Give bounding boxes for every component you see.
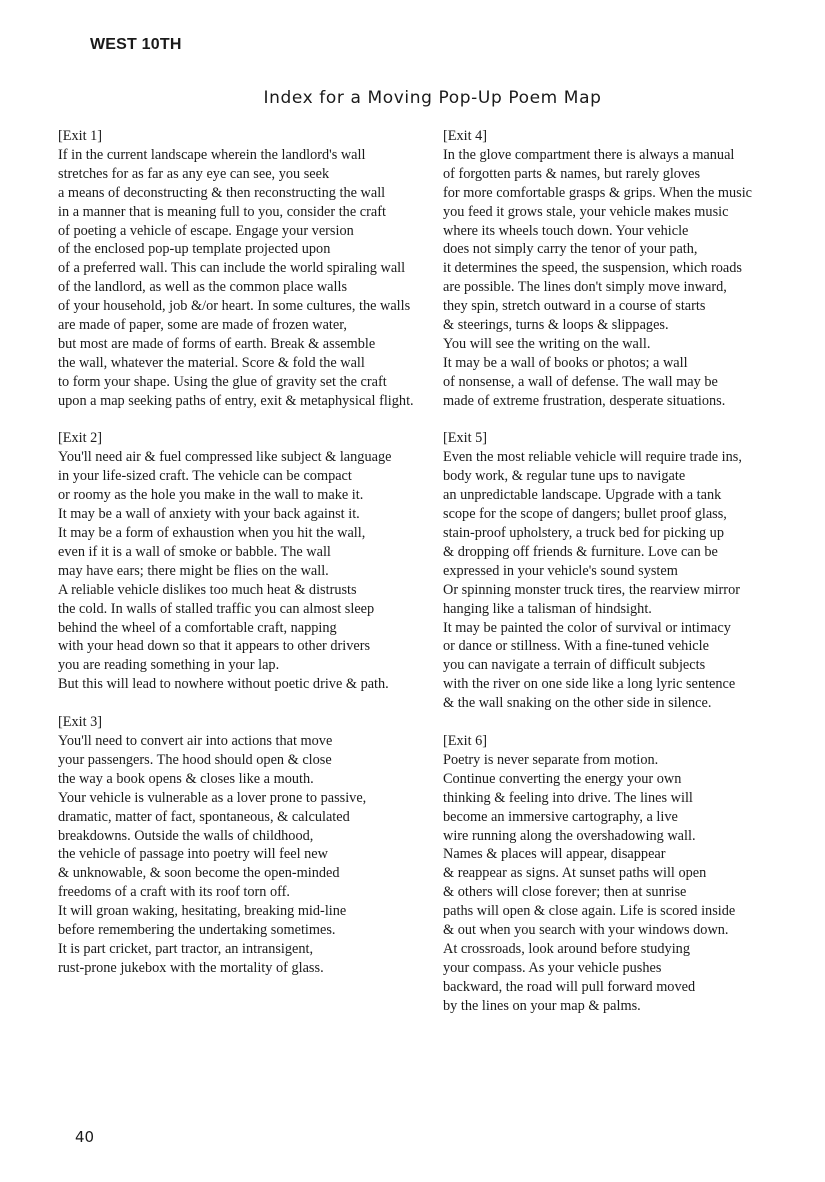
poem-line: It may be a form of exhaustion when you hit the wall, — [58, 525, 366, 542]
poem-line: your passengers. The hood should open & close — [58, 751, 332, 768]
poem-line: become an immersive cartography, a live — [443, 808, 678, 825]
poem-line: made of extreme frustration, desperate situations. — [443, 392, 726, 409]
exit-label: [Exit 4] — [443, 128, 488, 144]
poem-line: to form your shape. Using the glue of gravity set the craft — [58, 373, 387, 390]
poem-line: wire running along the overshadowing wall. — [443, 827, 696, 844]
poem-line: You'll need air & fuel compressed like subject & language — [58, 449, 392, 466]
poem-line: behind the wheel of a comfortable craft, napping — [58, 619, 337, 636]
poem-line: stain-proof upholstery, a truck bed for picking up — [443, 525, 724, 542]
poem-line: of poeting a vehicle of escape. Engage your version — [58, 222, 354, 239]
poem-line: of a preferred wall. This can include the world spiraling wall — [58, 260, 406, 277]
poem-line: the cold. In walls of stalled traffic you can almost sleep — [58, 600, 375, 617]
left-column — [58, 127, 433, 997]
poem-line: of nonsense, a wall of defense. The wall may be — [443, 373, 718, 390]
poem-line: may have ears; there might be flies on the wall. — [58, 562, 329, 579]
poem-line: with your head down so that it appears to other drivers — [58, 638, 371, 655]
poem-line: you feed it grows stale, your vehicle makes music — [443, 203, 729, 220]
poem-line: At crossroads, look around before studying — [443, 940, 690, 957]
poem-line: the wall, whatever the material. Score & fold the wall — [58, 354, 365, 371]
poem-line: If in the current landscape wherein the landlord's wall — [58, 146, 366, 163]
poem-line: does not simply carry the tenor of your path, — [443, 241, 698, 258]
poem-line: stretches for as far as any eye can see, you seek — [58, 165, 330, 182]
poem-line: & out when you search with your windows down. — [443, 922, 729, 939]
poem-line: your compass. As your vehicle pushes — [443, 959, 662, 976]
poem-line: of the enclosed pop-up template projected upon — [58, 241, 331, 258]
poem-line: You'll need to convert air into actions that move — [58, 732, 333, 749]
poem-line: hanging like a talisman of hindsight. — [443, 600, 652, 617]
poem-line: it determines the speed, the suspension, which roads — [443, 260, 742, 277]
poem-line: by the lines on your map & palms. — [443, 997, 641, 1014]
poem-line: the way a book opens & closes like a mouth. — [58, 770, 314, 787]
poem-line: & dropping off friends & furniture. Love can be — [443, 543, 718, 560]
poem-line: dramatic, matter of fact, spontaneous, & calculated — [58, 808, 350, 825]
poem-line: in a manner that is meaning full to you, consider the craft — [58, 203, 386, 220]
exit-label: [Exit 3] — [58, 714, 103, 731]
poem-line: an unpredictable landscape. Upgrade with a tank — [443, 487, 722, 504]
poem-line: Names & places will appear, disappear — [443, 846, 666, 863]
poem-line: of forgotten parts & names, but rarely gloves — [443, 165, 701, 182]
exit-section — [443, 429, 818, 713]
poem-line: paths will open & close again. Life is scored inside — [443, 903, 736, 920]
poem-line: a means of deconstructing & then reconstructing the wall — [58, 184, 386, 201]
exit-section — [58, 429, 433, 694]
poem-line: But this will lead to nowhere without poetic drive & path. — [58, 676, 389, 693]
poem-line: are made of paper, some are made of frozen water, — [58, 317, 348, 334]
poem-line: before remembering the undertaking sometimes. — [58, 922, 336, 939]
poem-line: & reappear as signs. At sunset paths will open — [443, 865, 707, 882]
running-head: WEST 10TH — [90, 36, 182, 53]
poem-line: or dance or stillness. With a fine-tuned vehicle — [443, 638, 709, 655]
right-column — [443, 127, 818, 1034]
poem-line: or roomy as the hole you make in the wall to make it. — [58, 487, 364, 504]
poem-line: & others will close forever; then at sunrise — [443, 884, 687, 901]
exit-label: [Exit 6] — [443, 732, 488, 749]
poem-line: rust-prone jukebox with the mortality of glass. — [58, 959, 324, 976]
poem-title: Index for a Moving Pop-Up Poem Map — [263, 88, 602, 108]
poem-line: Or spinning monster truck tires, the rearview mirror — [443, 581, 740, 598]
poem-line: scope for the scope of dangers; bullet proof glass, — [443, 506, 727, 523]
poem-line: of the landlord, as well as the common place walls — [58, 279, 348, 296]
poem-line: upon a map seeking paths of entry, exit & metaphysical flight. — [58, 392, 414, 409]
poem-line: Poetry is never separate from motion. — [443, 751, 659, 768]
poem-line: Continue converting the energy your own — [443, 770, 682, 787]
poem-line: It may be a wall of anxiety with your back against it. — [58, 506, 360, 523]
poem-line: where its wheels touch down. Your vehicle — [443, 222, 689, 239]
poem-line: A reliable vehicle dislikes too much heat & distrusts — [58, 581, 357, 598]
exit-label: [Exit 1] — [58, 128, 103, 144]
poem-line: Even the most reliable vehicle will require trade ins, — [443, 449, 742, 466]
exit-section — [58, 713, 433, 978]
poem-line: expressed in your vehicle's sound system — [443, 562, 678, 579]
poem-line: they spin, stretch outward in a course of starts — [443, 298, 706, 315]
exit-section — [443, 127, 818, 411]
poem-line: in your life-sized craft. The vehicle can be compact — [58, 468, 352, 485]
poem-line: backward, the road will pull forward moved — [443, 978, 696, 995]
exit-section — [443, 732, 818, 1016]
poem-line: It is part cricket, part tractor, an intransigent, — [58, 940, 314, 957]
poem-line: Your vehicle is vulnerable as a lover prone to passive, — [58, 789, 367, 806]
exit-label: [Exit 2] — [58, 430, 103, 447]
poem-line: thinking & feeling into drive. The lines will — [443, 789, 693, 806]
poem-line: It may be a wall of books or photos; a wall — [443, 354, 688, 371]
poem-line: freedoms of a craft with its roof torn off. — [58, 884, 290, 901]
poem-line: breakdowns. Outside the walls of childhood, — [58, 827, 314, 844]
poem-line: In the glove compartment there is always a manual — [443, 146, 735, 163]
poem-line: the vehicle of passage into poetry will feel new — [58, 846, 328, 863]
poem-line: are possible. The lines don't simply move inward, — [443, 279, 727, 296]
poem-line: & steerings, turns & loops & slippages. — [443, 317, 669, 334]
poem-line: with the river on one side like a long lyric sentence — [443, 676, 736, 693]
exit-section — [58, 127, 433, 411]
poem-line: body work, & regular tune ups to navigate — [443, 468, 686, 485]
poem-line: you are reading something in your lap. — [58, 657, 280, 674]
page-number: 40 — [75, 1128, 95, 1146]
poem-line: & unknowable, & soon become the open-minded — [58, 865, 340, 882]
poem-line: It may be painted the color of survival or intimacy — [443, 619, 731, 636]
poem-line: for more comfortable grasps & grips. When the music — [443, 184, 753, 201]
poem-line: you can navigate a terrain of difficult subjects — [443, 657, 706, 674]
poem-line: but most are made of forms of earth. Break & assemble — [58, 335, 376, 352]
poem-line: It will groan waking, hesitating, breaking mid-line — [58, 903, 347, 920]
poem-line: even if it is a wall of smoke or babble. The wall — [58, 543, 331, 560]
poem-line: of your household, job &/or heart. In some cultures, the walls — [58, 298, 411, 315]
poem-line: You will see the writing on the wall. — [443, 335, 651, 352]
exit-label: [Exit 5] — [443, 430, 488, 447]
poem-line: & the wall snaking on the other side in silence. — [443, 695, 712, 712]
